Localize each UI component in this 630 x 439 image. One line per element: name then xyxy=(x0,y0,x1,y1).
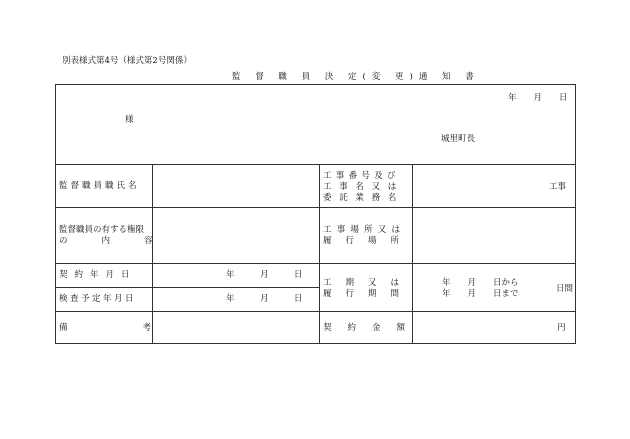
period-from: 年 月 日から xyxy=(442,278,519,288)
contract-date-label: 契約年月日 xyxy=(59,270,137,280)
work-number-label-2: 工事名又は xyxy=(323,182,405,192)
contract-date-blank: 年 月 日 xyxy=(226,270,303,280)
remarks-label: 備考 xyxy=(59,323,227,333)
issue-date: 年 月 日 xyxy=(508,93,568,103)
period-days: 日間 xyxy=(556,284,574,294)
supervisor-name-label: 監督職員職氏名 xyxy=(59,181,140,191)
header-caption: 別表様式第4号（様式第2号関係） xyxy=(62,56,192,66)
amount-label: 契約金額 xyxy=(323,323,422,333)
col-divider-1 xyxy=(152,164,153,344)
inspection-date-blank: 年 月 日 xyxy=(226,294,303,304)
col-divider-3 xyxy=(412,164,413,344)
row-divider-3b xyxy=(55,287,319,288)
period-label-1: 工期又は xyxy=(323,278,414,288)
document-title: 監 督 職 員 決 定(変 更)通 知 書 xyxy=(232,72,480,82)
row-divider-4 xyxy=(55,311,576,312)
period-label-2: 履行期間 xyxy=(323,289,414,299)
row-divider-2 xyxy=(55,207,576,208)
col-divider-2 xyxy=(319,164,320,344)
inspection-date-label: 検査予定年月日 xyxy=(59,294,137,304)
authority-label-2: の 内 容 xyxy=(59,236,153,246)
issuer-name: 城里町長 xyxy=(441,134,476,144)
work-number-label-1: 工事番号及び xyxy=(323,171,400,181)
work-suffix: 工事 xyxy=(549,182,567,192)
row-divider-1 xyxy=(55,164,576,165)
work-place-label-1: 工事場所又は xyxy=(323,225,406,235)
work-place-label-2: 履行場所 xyxy=(323,236,414,246)
period-to: 年 月 日まで xyxy=(442,289,519,299)
row-divider-3 xyxy=(55,263,576,264)
addressee-suffix: 様 xyxy=(125,115,134,125)
work-number-label-3: 委託業務名 xyxy=(323,193,405,203)
authority-label-1: 監督職員の有する権限 xyxy=(59,225,145,235)
amount-unit: 円 xyxy=(557,323,566,333)
